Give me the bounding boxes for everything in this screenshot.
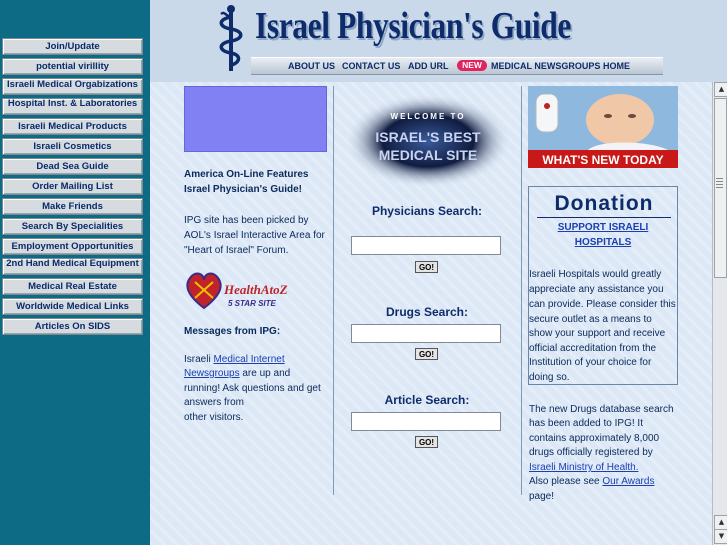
new-badge: NEW	[457, 60, 487, 71]
messages-line5: other visitors.	[184, 412, 244, 423]
article-go-button[interactable]: GO!	[415, 436, 438, 448]
whats-new-label: WHAT'S NEW TODAY	[542, 153, 664, 167]
drugs-search-input[interactable]	[351, 324, 501, 343]
aol-text-line3: "Heart of Israel" Forum.	[184, 245, 289, 256]
top-navigation	[251, 57, 663, 75]
scrollbar-grip-icon	[716, 178, 723, 188]
sidebar-item-make-friends[interactable]: Make Friends	[2, 198, 143, 215]
healthatoz-award-icon[interactable]	[184, 268, 296, 312]
support-hospitals-link-line2[interactable]: HOSPITALS	[574, 237, 632, 248]
donation-text-line4: secure outlet as a means to	[529, 314, 652, 325]
messages-line4: answers from	[184, 397, 245, 408]
nav-about-us[interactable]: ABOUT US	[288, 61, 335, 71]
welcome-line1: WELCOME TO	[390, 112, 466, 121]
sidebar-item-join-update[interactable]: Join/Update	[2, 38, 143, 55]
messages-line2	[184, 366, 290, 381]
aol-text-line1: IPG site has been picked by	[184, 215, 309, 226]
aol-heading-line1: America On-Line Features	[184, 169, 309, 180]
sidebar	[0, 0, 150, 545]
healthatoz-title: HealthAtoZ	[224, 282, 288, 297]
welcome-banner	[345, 94, 511, 188]
newsgroups-link[interactable]: Medical Internet	[213, 354, 285, 365]
sidebar-item-second-hand-equipment[interactable]: 2nd Hand Medical Equipment	[2, 258, 143, 275]
column-divider	[333, 86, 334, 495]
whats-new-banner[interactable]	[528, 86, 678, 168]
ministry-of-health-link[interactable]: Israeli Ministry of Health.	[529, 462, 639, 473]
column-divider	[521, 86, 522, 495]
drugs-news-line3: contains approximately 8,000	[529, 433, 660, 444]
vertical-scrollbar[interactable]	[712, 82, 727, 545]
support-hospitals-link-line1[interactable]: SUPPORT ISRAELI	[557, 222, 649, 233]
donation-title: Donation	[537, 191, 671, 218]
drugs-news-line4: drugs officially registered by	[529, 447, 653, 458]
nav-add-url[interactable]: ADD URL	[408, 61, 449, 71]
drugs-search-label: Drugs Search:	[385, 305, 469, 319]
physicians-go-button[interactable]: GO!	[415, 261, 438, 273]
physicians-search-input[interactable]	[351, 236, 501, 255]
sidebar-item-search-specialities[interactable]: Search By Specialities	[2, 218, 143, 235]
donation-box	[528, 186, 678, 385]
sidebar-item-cosmetics[interactable]: Israeli Cosmetics	[2, 138, 143, 155]
messages-prefix: Israeli	[184, 354, 214, 365]
awards-prefix: Also please see	[529, 476, 603, 487]
welcome-line3: MEDICAL SITE	[378, 147, 478, 163]
sidebar-item-real-estate[interactable]: Medical Real Estate	[2, 278, 143, 295]
sidebar-item-worldwide-links[interactable]: Worldwide Medical Links	[2, 298, 143, 315]
donation-text-line5: show your support and receive	[529, 328, 666, 339]
sidebar-item-potential-virility[interactable]: potential virillity	[2, 58, 143, 75]
donation-text-line7: Institution of your choice for	[529, 357, 652, 368]
article-search-input[interactable]	[351, 412, 501, 431]
newsgroups-link-2[interactable]: Newsgroups	[184, 368, 240, 379]
drugs-go-button[interactable]: GO!	[415, 348, 438, 360]
ad-banner[interactable]	[184, 86, 327, 152]
sidebar-item-hospital-labs[interactable]: Hospital Inst. & Laboratories	[2, 98, 143, 115]
site-title: Israel Physician's Guide	[255, 5, 571, 47]
messages-line1	[184, 352, 285, 367]
drugs-news-line1: The new Drugs database search	[529, 404, 674, 415]
nav-contact-us[interactable]: CONTACT US	[342, 61, 401, 71]
messages-text: are up and	[239, 368, 291, 379]
aol-text-line2: AOL's Israel Interactive Area for	[184, 230, 325, 241]
messages-heading: Messages from IPG:	[184, 326, 281, 337]
donation-text-line1: Israeli Hospitals would greatly	[529, 269, 662, 280]
scroll-up-small-icon[interactable]: ▲	[714, 515, 727, 530]
healthatoz-subtitle: 5 STAR SITE	[228, 299, 276, 308]
drugs-news-line2: has been added to IPG! It	[529, 418, 643, 429]
messages-line3: running! Ask questions and get	[184, 383, 321, 394]
donation-text-line6: official accreditation from the	[529, 343, 657, 354]
sidebar-item-articles-sids[interactable]: Articles On SIDS	[2, 318, 143, 335]
donation-text-line8: doing so.	[529, 372, 570, 383]
aol-heading-line2: Israel Physician's Guide!	[184, 184, 302, 195]
caduceus-logo-icon	[216, 5, 246, 73]
nav-medical-newsgroups[interactable]: MEDICAL NEWSGROUPS	[491, 61, 601, 71]
article-search-label: Article Search:	[384, 393, 470, 407]
scroll-down-icon[interactable]: ▼	[714, 529, 727, 544]
sidebar-item-medical-organizations[interactable]: Israeli Medical Orgabizations	[2, 78, 143, 95]
sidebar-item-employment[interactable]: Employment Opportunities	[2, 238, 143, 255]
physicians-search-label: Physicians Search:	[371, 204, 483, 218]
awards-suffix: page!	[529, 491, 555, 502]
donation-text-line3: can provide. Please consider this	[529, 299, 676, 310]
welcome-line2: ISRAEL'S BEST	[375, 129, 481, 145]
sidebar-item-dead-sea-guide[interactable]: Dead Sea Guide	[2, 158, 143, 175]
scrollbar-thumb[interactable]	[714, 98, 727, 278]
our-awards-link[interactable]: Our Awards	[602, 476, 655, 487]
sidebar-item-medical-products[interactable]: Israeli Medical Products	[2, 118, 143, 135]
nav-home[interactable]: HOME	[603, 61, 630, 71]
donation-text-line2: appreciate any assistance you	[529, 284, 664, 295]
scroll-up-icon[interactable]: ▲	[714, 82, 727, 97]
sidebar-item-order-mailing-list[interactable]: Order Mailing List	[2, 178, 143, 195]
awards-line	[529, 474, 654, 489]
